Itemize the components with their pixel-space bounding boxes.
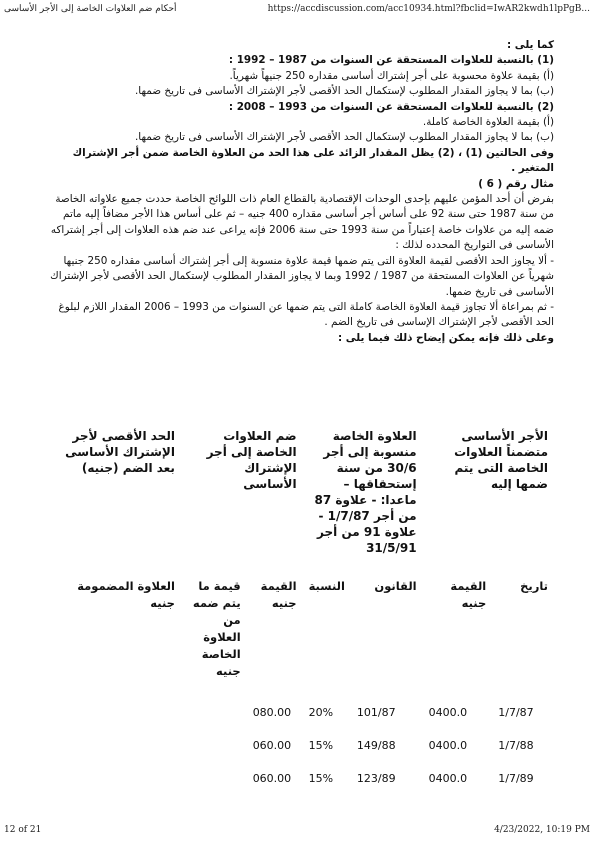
table-cell: 0400.0 [428,739,468,752]
table-cell: 060.00 [252,739,292,752]
example-paragraph: بفرض أن أحد المؤمن عليهم بإحدى الوحدات الإقتصادية بالقطاع العام ذات اللوائح الخاصة حددت جميع علاواته الخاصة من سنة 1987 حتى سنة 92 على أساس أجر أساسى مقداره 400 جنيه – ثم على أساس هذا الأجر مضافاً إليه ماتم ضمه إليه من علاوات خاصة إعتباراً من سنة 1993 حتى سنة 2006 فإنه يراعى عند ضم هذه العلاوات إلى أجر إشتراكه الأساسى فى التواريخ المحدده لذلك : [50,193,554,252]
table-subheader-cell: العلاوة المضمومة جنيه [77,579,175,610]
table-intro: وعلى ذلك فإنه يمكن إيضاح ذلك فيما يلى : [337,331,554,344]
rule-paragraph-2: - ثم بمراعاة ألا تجاوز قيمة العلاوة الخاصة كاملة التى يتم ضمها عن السنوات من 1993 – 2006 المقدار اللازم لبلوغ الحد الأقصى لأجر الإشتراك الإساسى فى تاريخ الضم . [58,300,554,329]
table-header-cell: العلاوة الخاصة منسوبة إلى أجر 30/6 من سنة إستحقاقها – ماعدا: - علاوة 87 من أجر 1/7/87 - علاوة 91 من أجر 31/5/91 [314,429,417,555]
table-cell: 1/7/88 [498,739,534,752]
section-2-item-a: (أ) بقيمة العلاوة الخاصة كاملة. [422,116,554,129]
table-header-cell: الحد الأقصى لأجر الإشتراك الأساسى بعد الضم (جنيه) [65,429,175,475]
table-cell [181,706,247,739]
table-cell: 1/7/89 [498,772,534,785]
section-1-item-b: (ب) بما لا يجاوز المقدار المطلوب لإستكمال الحد الأقصى لأجر الإشتراك الأساسى فى تاريخ ضمها. [134,85,554,98]
table-subheader-cell: القيمة جنيه [260,579,297,610]
both-cases-note: وفى الحالتين (1) ، (2) يظل المقدار الزائد على هذا الحد من العلاوة الخاصة ضمن أجر الإشتراك المتغير . [72,146,554,175]
rule-paragraph-1: - ألا يجاوز الحد الأقصى لقيمة العلاوة التى يتم ضمها قيمة علاوة منسوبة إلى أجر إشتراك أساسى مقداره 250 جنيها شهرياً عن العلاوات المستحقة من 1987 / 1992 وبما لا يجاوز المقدار المطلوب لإستكمال الحد الأقصى لأجر الإشتراك الأساسى فى تاريخ ضمها. [50,254,554,298]
table-subheader-cell: قيمة ما يتم ضمه من العلاوة الخاصة جنيه [192,579,241,678]
article-body [50,38,554,346]
print-header-title: أحكام ضم العلاوات الخاصة إلى الأجر الأساسى [4,4,177,14]
intro-line: كما يلى : [507,39,554,51]
table-subheader-cell: القانون [374,579,417,593]
table-header-cell: ضم العلاوات الخاصة إلى أجر الإشتراك الأساسى [206,429,297,491]
table-cell: 080.00 [252,706,292,719]
print-timestamp: 4/23/2022, 10:19 PM [494,825,590,835]
page-counter: 12 of 21 [4,825,42,835]
table-cell [50,739,181,772]
table-cell [181,772,247,805]
table-cell: 060.00 [252,772,292,785]
table-cell: 149/88 [356,739,396,752]
table-subheader-cell: النسبة [308,579,345,593]
table-subheader-cell: تاريخ [520,579,548,593]
table-header-cell: الأجر الأساسى متضمناً العلاوات الخاصة التى يتم ضمها إليه [454,429,548,491]
allowances-table [50,428,554,805]
table-cell: 123/89 [356,772,396,785]
table-cell: 15% [308,772,334,785]
table-header-row [50,428,554,556]
table-cell: 101/87 [356,706,396,719]
section-1-heading: (1) بالنسبة للعلاوات المستحقة عن السنوات من 1987 – 1992 : [228,54,554,67]
section-2-item-b: (ب) بما لا يجاوز المقدار المطلوب لإستكمال الحد الأقصى لأجر الإشتراك الأساسى فى تاريخ ضمها. [134,131,554,144]
table-row [50,772,554,805]
table-cell [181,739,247,772]
example-heading: مثال رقم ( 6 ) [478,177,554,190]
table-cell: 1/7/87 [498,706,534,719]
table-subheader-row [50,578,554,680]
table-subheader-cell: القيمة جنيه [450,579,487,610]
table-row [50,706,554,739]
table-row [50,739,554,772]
table-cell: 15% [308,739,334,752]
section-1-item-a: (أ) بقيمة علاوة محسوبة على أجر إشتراك أساسى مقداره 250 جنيهاً شهرياً. [229,69,554,82]
table-cell: 0400.0 [428,706,468,719]
table-cell [50,706,181,739]
table-cell: 0400.0 [428,772,468,785]
table-cell: 20% [308,706,334,719]
table-cell [50,772,181,805]
print-header-url: https://accdiscussion.com/acc10934.html?fbclid=IwAR2kwdh1lpPgB... [267,4,590,14]
section-2-heading: (2) بالنسبة للعلاوات المستحقة عن السنوات من 1993 – 2008 : [228,100,554,113]
